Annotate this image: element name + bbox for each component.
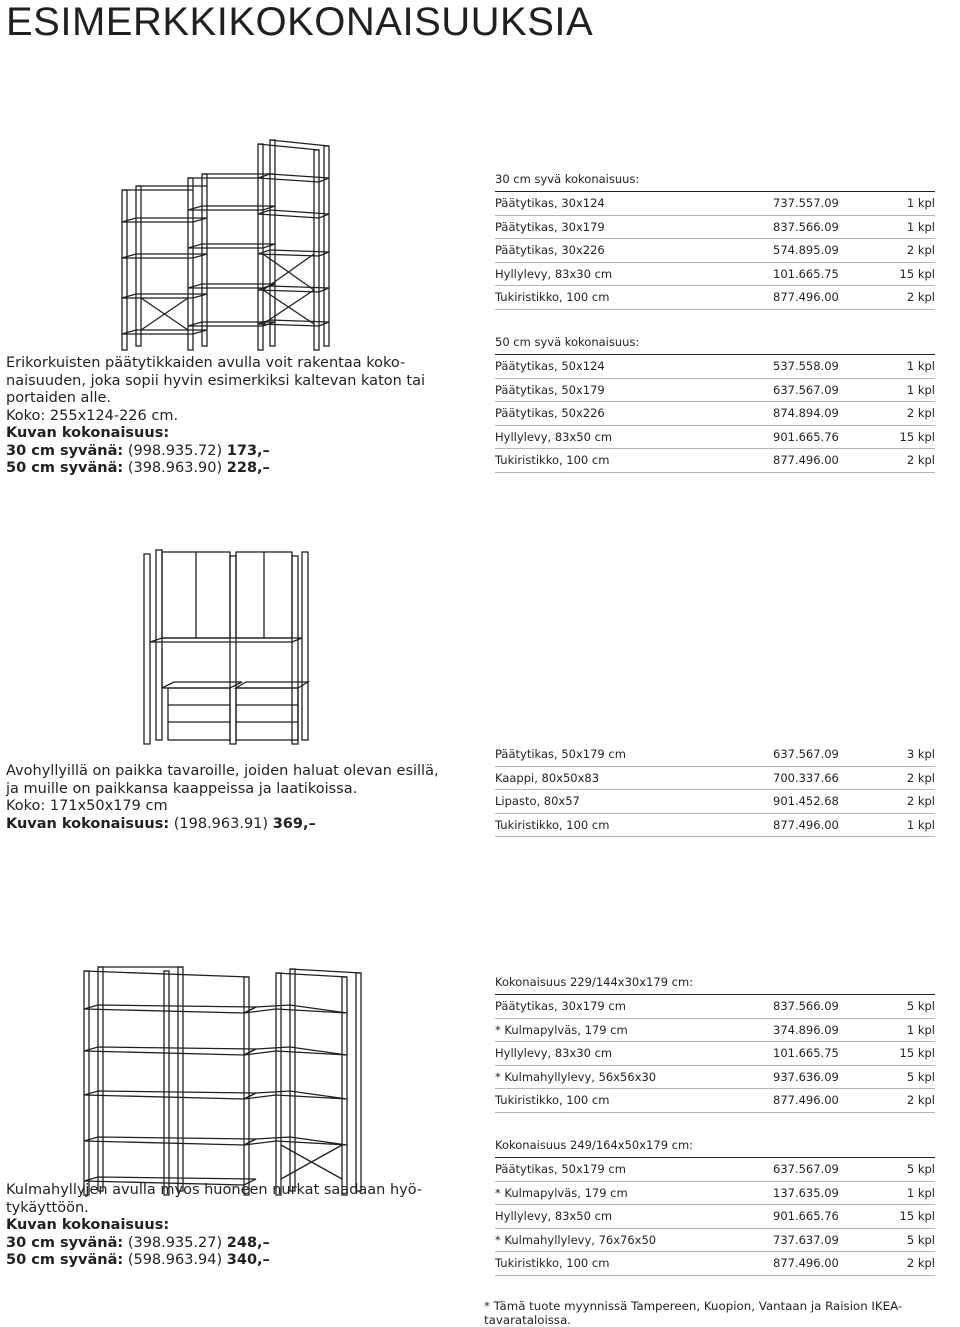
article-code: (398.963.90) — [127, 460, 223, 476]
part-name: Päätytikas, 30x226 — [495, 243, 605, 257]
part-code: 901.452.68 — [773, 794, 839, 808]
part-name: Päätytikas, 50x179 cm — [495, 747, 626, 761]
kuvan-label: Kuvan kokonaisuus: — [6, 425, 170, 441]
desc-line: Koko: 255x124-226 cm. — [6, 407, 179, 424]
part-name: Tukiristikko, 100 cm — [495, 1093, 610, 1107]
desc-line: Erikorkuisten päätytikkaiden avulla voit rakentaa koko- — [6, 355, 406, 371]
table-row — [495, 239, 935, 263]
part-qty: 15 kpl — [899, 266, 935, 281]
article-code: (598.963.94) — [127, 1252, 223, 1268]
part-name: * Kulmapylväs, 179 cm — [495, 1022, 628, 1037]
part-name: Tukiristikko, 100 cm — [495, 290, 610, 304]
part-qty: 5 kpl — [906, 1069, 935, 1084]
part-code: 637.567.09 — [773, 747, 839, 761]
parts-table-50cm — [495, 330, 935, 473]
section-3-description — [6, 1182, 446, 1270]
part-name: Hyllylevy, 83x50 cm — [495, 1209, 613, 1223]
part-code: 877.496.00 — [773, 290, 839, 304]
desc-line: Kulmahyllyjen avulla myös huoneen nurkat saadaan hyö- — [6, 1182, 423, 1198]
table-row — [495, 1182, 935, 1206]
desc-line: tykäyttöön. — [6, 1199, 89, 1216]
part-code: 877.496.00 — [773, 1093, 839, 1107]
part-qty: 5 kpl — [906, 1232, 935, 1247]
desc-line: naisuuden, joka sopii hyvin esimerkiksi kaltevan katon tai — [6, 372, 426, 389]
price: 228,– — [226, 460, 270, 476]
kuvan-label: Kuvan kokonaisuus: — [6, 815, 170, 832]
part-code: 837.566.09 — [773, 999, 839, 1013]
price: 248,– — [226, 1234, 270, 1251]
part-qty: 2 kpl — [906, 290, 935, 304]
table-row — [495, 263, 935, 287]
table-row — [495, 426, 935, 450]
price-line — [6, 1235, 446, 1253]
table-row — [495, 192, 935, 216]
table-row — [495, 286, 935, 310]
depth-label: 50 cm syvänä: — [6, 460, 124, 476]
table-row — [495, 1205, 935, 1229]
depth-label: 30 cm syvänä: — [6, 442, 124, 459]
price: 173,– — [226, 442, 270, 459]
depth-label: 50 cm syvänä: — [6, 1252, 124, 1268]
part-qty: 5 kpl — [906, 1162, 935, 1176]
section-1-description — [6, 355, 446, 478]
table-row — [495, 995, 935, 1019]
part-qty: 1 kpl — [906, 219, 935, 234]
parts-table-30cm — [495, 167, 935, 310]
parts-table-corner-30 — [495, 970, 935, 1113]
part-name: Päätytikas, 50x179 cm — [495, 1162, 626, 1176]
part-qty: 2 kpl — [906, 794, 935, 808]
part-qty: 2 kpl — [906, 1256, 935, 1270]
part-name: Päätytikas, 50x124 — [495, 359, 605, 373]
section-2-description — [6, 763, 446, 833]
part-code: 737.637.09 — [773, 1232, 839, 1247]
part-qty: 5 kpl — [906, 999, 935, 1013]
price: 340,– — [226, 1252, 270, 1268]
article-code: (398.935.27) — [127, 1234, 223, 1251]
part-code: 101.665.75 — [773, 1046, 839, 1060]
part-name: * Kulmapylväs, 179 cm — [495, 1185, 628, 1200]
part-name: Päätytikas, 50x179 — [495, 382, 605, 397]
table-row — [495, 743, 935, 767]
table-row — [495, 1019, 935, 1043]
part-qty: 2 kpl — [906, 243, 935, 257]
desc-line: portaiden alle. — [6, 390, 112, 406]
part-name: * Kulmahyllylevy, 76x76x50 — [495, 1232, 657, 1247]
parts-table-cabinet — [495, 743, 935, 837]
desc-line: ja muille on paikkansa kaappeissa ja laatikoissa. — [6, 780, 358, 797]
part-code: 637.567.09 — [773, 382, 839, 397]
part-code: 700.337.66 — [773, 770, 839, 785]
kuvan-label: Kuvan kokonaisuus: — [6, 1217, 170, 1233]
table-heading: 30 cm syvä kokonaisuus: — [495, 167, 935, 192]
part-code: 901.665.76 — [773, 1209, 839, 1223]
part-name: Lipasto, 80x57 — [495, 794, 580, 808]
part-name: Kaappi, 80x50x83 — [495, 770, 600, 785]
part-qty: 15 kpl — [899, 429, 935, 444]
part-qty: 1 kpl — [906, 1185, 935, 1200]
table-heading: Kokonaisuus 249/164x50x179 cm: — [495, 1133, 935, 1158]
part-code: 877.496.00 — [773, 817, 839, 832]
part-qty: 1 kpl — [906, 196, 935, 210]
part-name: Päätytikas, 50x226 — [495, 406, 605, 420]
price-line — [6, 1252, 446, 1270]
part-code: 874.894.09 — [773, 406, 839, 420]
footnote: * Tämä tuote myynnissä Tampereen, Kuopion, Vantaan ja Raision IKEA-tavarataloissa. — [484, 1299, 903, 1327]
table-row — [495, 814, 935, 838]
part-code: 737.557.09 — [773, 196, 839, 210]
part-qty: 2 kpl — [906, 453, 935, 467]
part-qty: 3 kpl — [906, 747, 935, 761]
part-qty: 15 kpl — [899, 1209, 935, 1223]
table-row — [495, 1089, 935, 1113]
part-name: Hyllylevy, 83x50 cm — [495, 429, 613, 444]
desc-line: Avohyllyillä on paikka tavaroille, joiden haluat olevan esillä, — [6, 763, 439, 779]
table-row — [495, 790, 935, 814]
part-code: 137.635.09 — [773, 1185, 839, 1200]
table-heading: Kokonaisuus 229/144x30x179 cm: — [495, 970, 935, 995]
part-name: Tukiristikko, 100 cm — [495, 453, 610, 467]
table-row — [495, 355, 935, 379]
table-row — [495, 767, 935, 791]
table-row — [495, 1229, 935, 1253]
part-name: Päätytikas, 30x124 — [495, 196, 605, 210]
part-name: * Kulmahyllylevy, 56x56x30 — [495, 1069, 657, 1084]
table-row — [495, 1158, 935, 1182]
part-code: 537.558.09 — [773, 359, 839, 373]
part-qty: 1 kpl — [906, 817, 935, 832]
table-row — [495, 449, 935, 473]
part-qty: 1 kpl — [906, 382, 935, 397]
desc-line: Koko: 171x50x179 cm — [6, 798, 168, 814]
cabinet-shelving-illustration — [140, 548, 310, 746]
price-line — [6, 443, 446, 461]
part-name: Tukiristikko, 100 cm — [495, 1256, 610, 1270]
part-name: Hyllylevy, 83x30 cm — [495, 266, 613, 281]
part-qty: 2 kpl — [906, 1093, 935, 1107]
part-code: 574.895.09 — [773, 243, 839, 257]
part-qty: 1 kpl — [906, 359, 935, 373]
part-code: 937.636.09 — [773, 1069, 839, 1084]
part-qty: 15 kpl — [899, 1046, 935, 1060]
part-name: Hyllylevy, 83x30 cm — [495, 1046, 613, 1060]
part-name: Päätytikas, 30x179 cm — [495, 999, 626, 1013]
corner-shelving-illustration — [80, 965, 368, 1197]
table-heading: 50 cm syvä kokonaisuus: — [495, 330, 935, 355]
parts-table-corner-50 — [495, 1133, 935, 1276]
part-code: 637.567.09 — [773, 1162, 839, 1176]
price: 369,– — [272, 815, 316, 832]
article-code: (198.963.91) — [173, 815, 269, 832]
depth-label: 30 cm syvänä: — [6, 1234, 124, 1251]
part-code: 877.496.00 — [773, 453, 839, 467]
part-name: Päätytikas, 30x179 — [495, 219, 605, 234]
part-name: Tukiristikko, 100 cm — [495, 817, 610, 832]
part-qty: 1 kpl — [906, 1022, 935, 1037]
part-code: 101.665.75 — [773, 266, 839, 281]
part-code: 877.496.00 — [773, 1256, 839, 1270]
part-code: 374.896.09 — [773, 1022, 839, 1037]
stepped-shelving-illustration — [118, 138, 330, 352]
table-row — [495, 1042, 935, 1066]
part-qty: 2 kpl — [906, 770, 935, 785]
article-code: (998.935.72) — [127, 442, 223, 459]
price-line — [6, 460, 446, 478]
table-row — [495, 379, 935, 403]
page-title: ESIMERKKIKOKONAISUUKSIA — [6, 0, 594, 44]
table-row — [495, 216, 935, 240]
part-code: 837.566.09 — [773, 219, 839, 234]
part-code: 901.665.76 — [773, 429, 839, 444]
table-row — [495, 1252, 935, 1276]
table-row — [495, 402, 935, 426]
part-qty: 2 kpl — [906, 406, 935, 420]
table-row — [495, 1066, 935, 1090]
price-line — [6, 816, 446, 834]
